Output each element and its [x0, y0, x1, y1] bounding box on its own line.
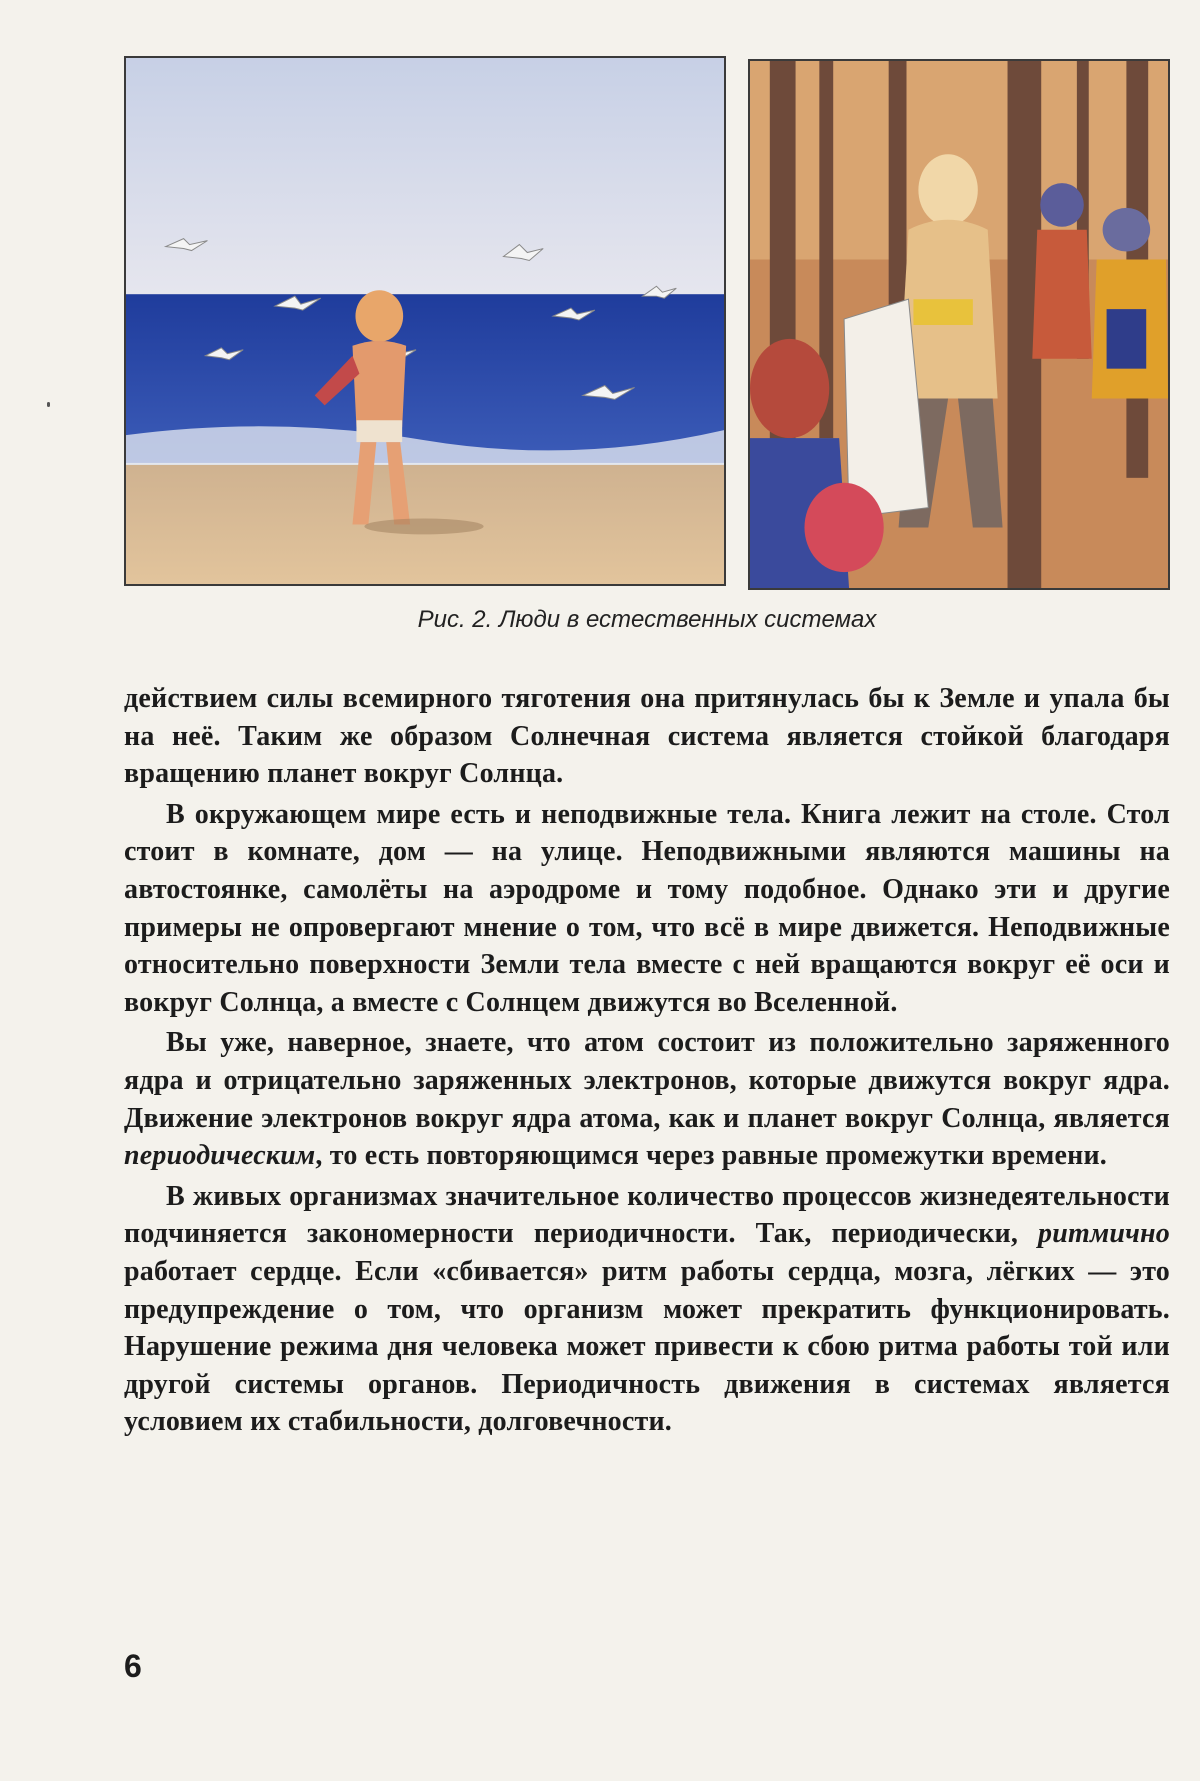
paragraph-4	[124, 1178, 1170, 1441]
beach-photo	[124, 56, 726, 586]
beach-photo-illustration	[126, 58, 724, 584]
forest-photo	[748, 59, 1170, 590]
paragraph-1: действием силы всемирного тяготения она притянулась бы к Земле и упала бы на неё. Таким же образом Солнечная система является стойкой благодаря вращению планет вокруг Солнца.	[124, 683, 1170, 790]
paragraph-3-emphasis: периодическим	[124, 1140, 316, 1172]
paragraph-3	[124, 1024, 1170, 1174]
scan-speck	[47, 402, 50, 407]
paragraph-4-text-a: В живых организмах значительное количество процессов жизнедеятельности подчиняется закономерности периодичности. Так, периодически,	[124, 1180, 1170, 1250]
paragraph-4-text-b: работает сердце. Если «сбивается» ритм работы сердца, мозга, лёгких — это предупреждение о том, что организм может прекратить функционировать. Нарушение режима дня человека может привести к сбою ритма работы той или другой системы органов. Периодичность движения в системах является условием их стабильности, долговечности.	[124, 1255, 1170, 1438]
body-text	[124, 680, 1170, 1444]
paragraph-3-text-b: , то есть повторяющимся через равные промежутки времени.	[315, 1140, 1107, 1172]
page-number: 6	[124, 1648, 142, 1684]
paragraph-3-text-a: Вы уже, наверное, знаете, что атом состоит из положительно заряженного ядра и отрицательно заряженных электронов, которые движутся вокруг ядра. Движение электронов вокруг ядра атома, как и планет вокруг Солнца, является	[124, 1027, 1170, 1134]
forest-photo-illustration	[750, 61, 1168, 588]
paragraph-4-emphasis: ритмично	[1038, 1218, 1170, 1250]
paragraph-2: В окружающем мире есть и неподвижные тела. Книга лежит на столе. Стол стоит в комнате, дом — на улице. Неподвижными являются машины на автостоянке, самолёты на аэродроме и тому подобное. Однако эти и другие примеры не опровергают мнение о том, что всё в мире движется. Неподвижные относительно поверхности Земли тела вместе с ней вращаются вокруг её оси и вокруг Солнца, а вместе с Солнцем движутся во Вселенной.	[124, 798, 1170, 1018]
figure-caption: Рис. 2. Люди в естественных системах	[417, 606, 877, 633]
